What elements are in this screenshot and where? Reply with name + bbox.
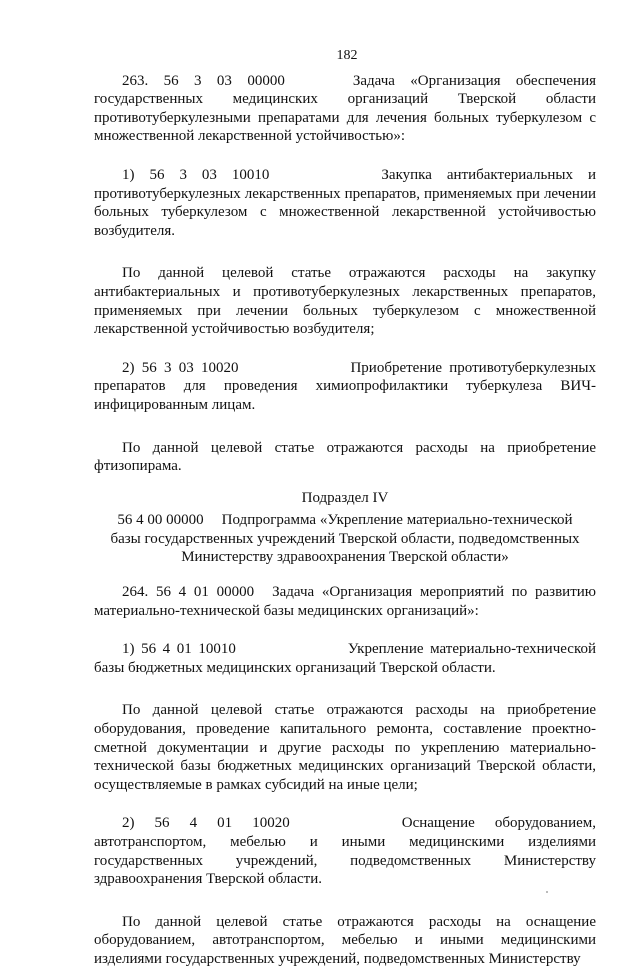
subsection-heading: Подраздел IV (301, 489, 389, 506)
section-263-heading (94, 72, 596, 146)
section-263-2-heading (94, 359, 596, 415)
section-263-1-title-start: Закупка антибактериальных и (381, 166, 596, 183)
section-263-title-rest: государственных медицинских организаций Тверской области противотуберкулезными препаратами для лечения больных туберкулезом с множественной лекарственной устойчивостью»: (94, 91, 596, 145)
section-263-2-title-rest: препаратов для проведения химиопрофилактики туберкулеза ВИЧ-инфицированным лицам. (94, 378, 596, 413)
section-264-1-title-start: Укрепление материально-технической (347, 641, 596, 658)
section-264-code: 264. 56 4 01 00000 (122, 584, 255, 601)
section-264-1-title-rest: базы бюджетных медицинских организаций Тверской области. (94, 659, 496, 676)
section-264-2-heading (94, 814, 596, 888)
section-264-title-rest: материально-технической базы медицинских организаций»: (94, 602, 479, 619)
section-264-2-title-rest: автотранспортом, мебелью и иными медицинскими изделиями государственных учреждений, подведомственных Министерству здравоохранения Тверской области. (94, 834, 596, 888)
section-264-1-code: 1) 56 4 01 10010 (122, 641, 236, 658)
section-263-2-title-start: Приобретение противотуберкулезных (350, 359, 597, 376)
section-264-1-heading (94, 640, 596, 677)
subsection-line-2: базы государственных учреждений Тверской области, подведомственных (110, 530, 580, 547)
section-263-title-start: Задача «Организация обеспечения (352, 72, 597, 89)
section-263-1-code: 1) 56 3 03 10010 (122, 166, 270, 183)
subsection-title-line-1 (94, 511, 596, 530)
section-263-2-code: 2) 56 3 03 10020 (122, 359, 239, 376)
subsection-code: 56 4 00 00000 (117, 512, 204, 529)
section-263-code: 263. 56 3 03 00000 (122, 72, 285, 89)
section-263-1-description: По данной целевой статье отражаются расходы на закупку антибактериальных и противотуберкулезных лекарственных препаратов, применяемых при лечении больных туберкулезом с множественной лекарственной устойчивостью возбудителя; (94, 265, 596, 338)
subsection-line-3: Министерству здравоохранения Тверской области» (181, 549, 509, 566)
scan-speck (546, 891, 548, 893)
section-264-1-description: По данной целевой статье отражаются расходы на приобретение оборудования, проведение капитального ремонта, составление проектно-сметной документации и другие расходы по укреплению материально-технической базы бюджетных медицинских организаций Тверской области, осуществляемые в рамках субсидий на иные цели; (94, 702, 596, 793)
page-number: 182 (336, 48, 358, 63)
subsection-title (94, 511, 596, 567)
section-264-2-title-start: Оснащение оборудованием, (401, 815, 597, 832)
section-264-2-description: По данной целевой статье отражаются расходы на оснащение оборудованием, автотранспортом, мебелью и иными медицинскими изделиями государственных учреждений, подведомственных Министерству (94, 913, 596, 967)
section-263-2-description: По данной целевой статье отражаются расходы на приобретение фтизопирама. (94, 439, 596, 475)
subsection-line-1: Подпрограмма «Укрепление материально-технической (221, 512, 573, 529)
section-263-1-title-rest: противотуберкулезных лекарственных препаратов, применяемых при лечении больных туберкулезом с множественной лекарственной устойчивостью возбудителя. (94, 185, 596, 239)
section-263-1-heading (94, 166, 596, 240)
section-264-title-start: Задача «Организация мероприятий по развитию (272, 584, 596, 601)
section-264-2-code: 2) 56 4 01 10020 (122, 815, 290, 832)
section-264-heading (94, 583, 596, 620)
